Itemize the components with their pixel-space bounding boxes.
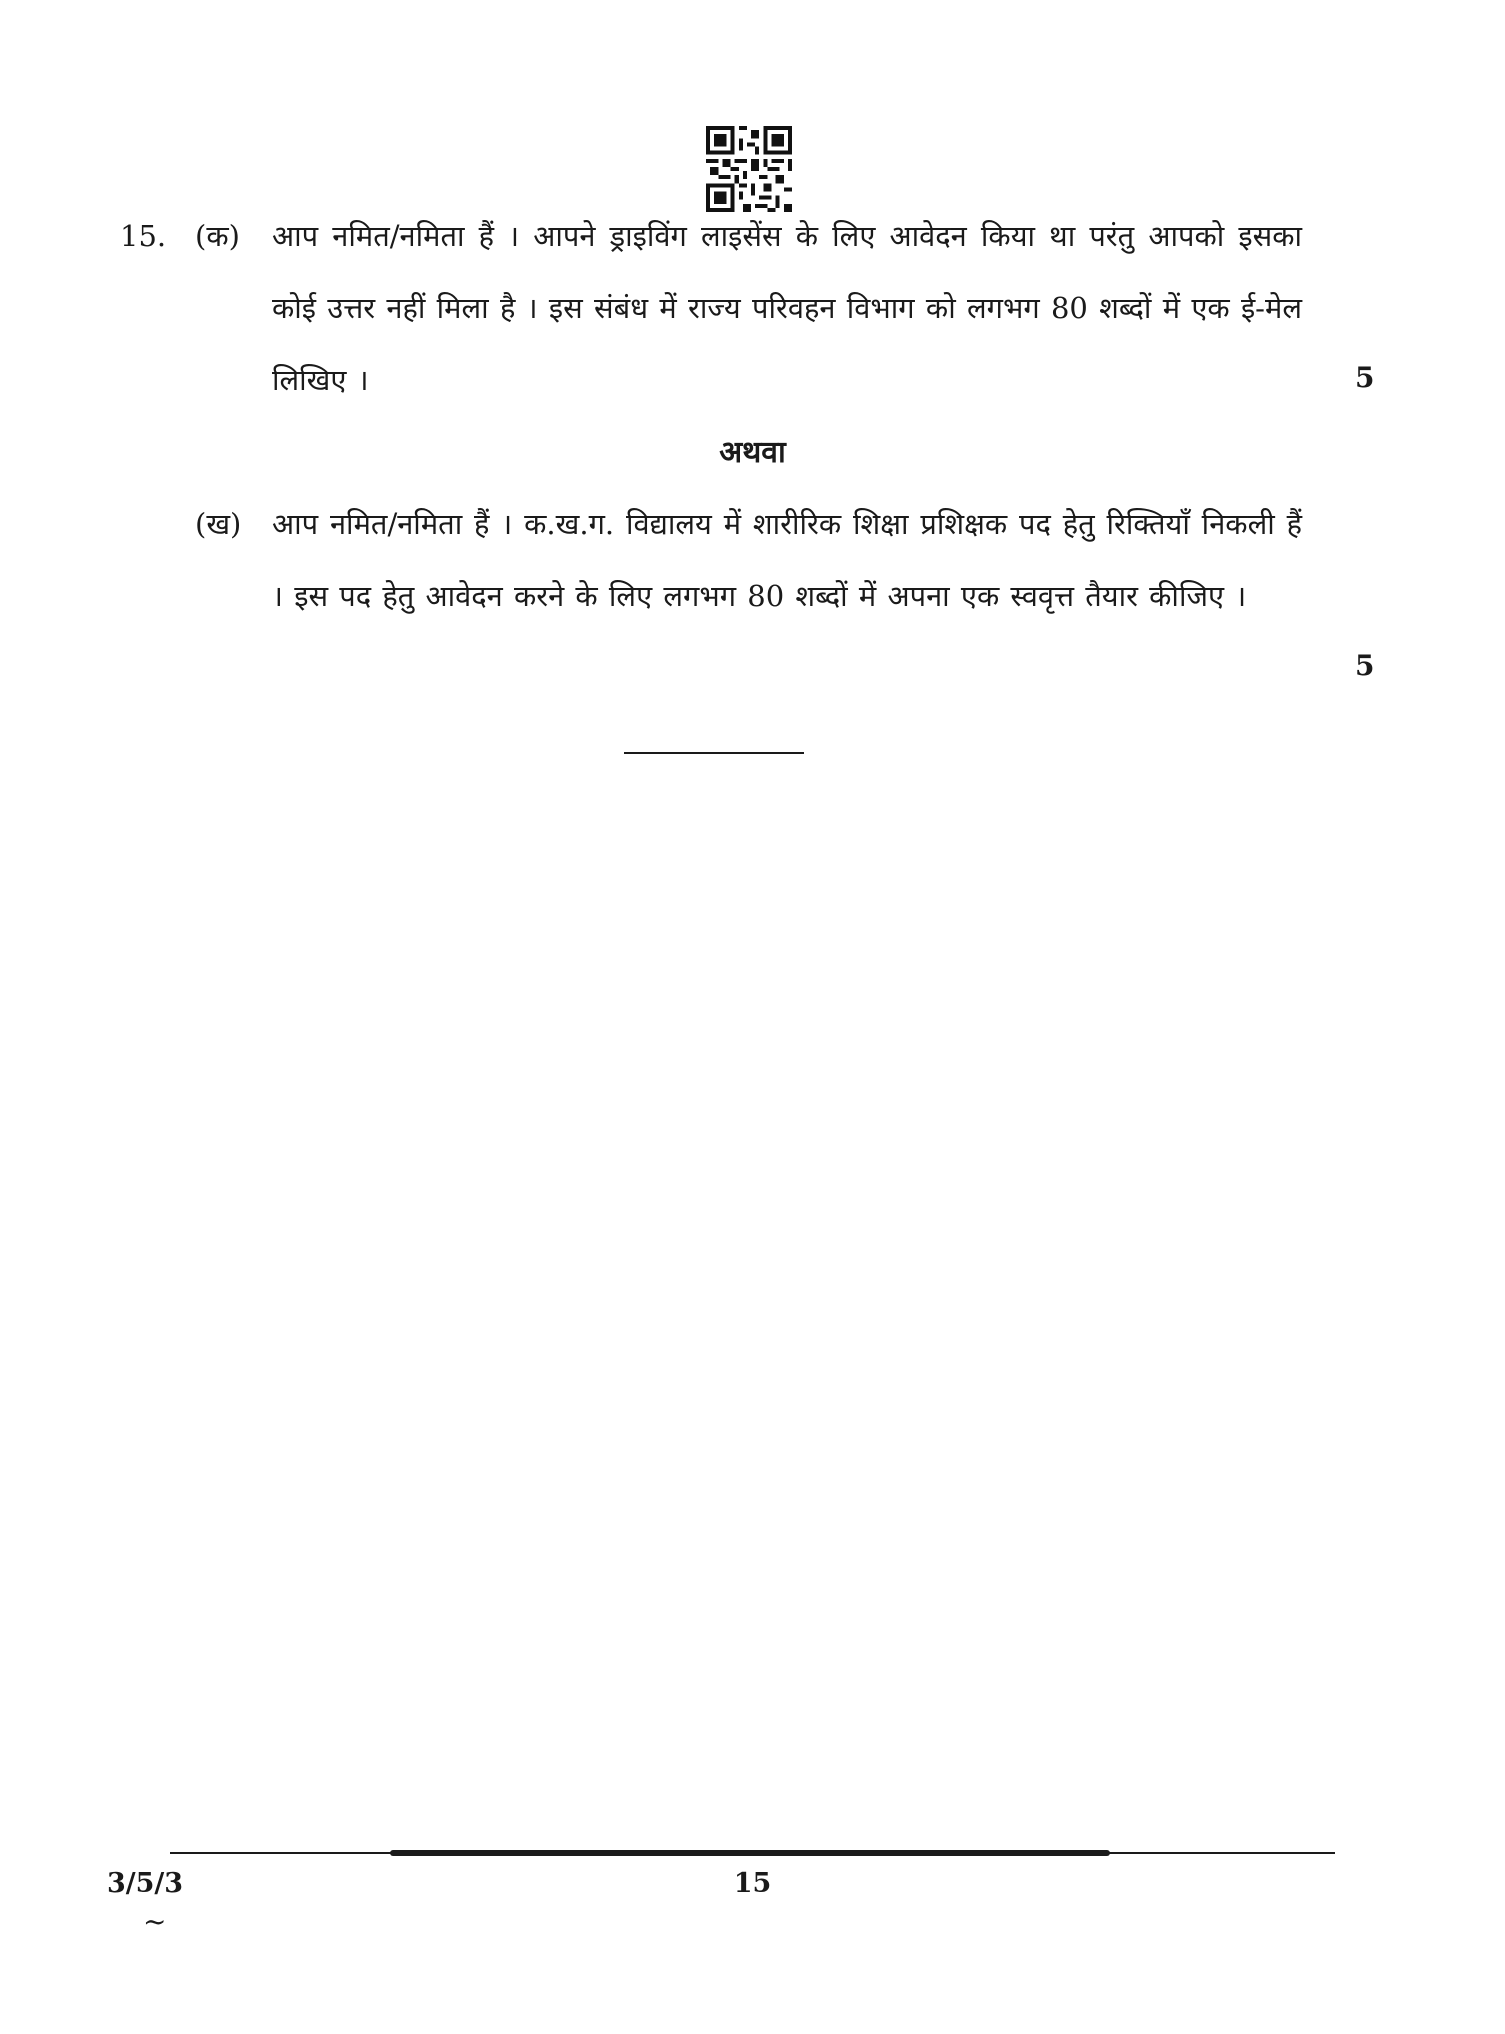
part-a-text: आप नमित/नमिता हैं । आपने ड्राइविंग लाइसेंस के लिए आवेदन किया था परंतु आपको इसका कोई उत्तर नहीं मिला है । इस संबंध में राज्य परिवहन विभाग को लगभग 80 शब्दों में एक ई-मेल लिखिए ।	[272, 219, 1302, 397]
part-b-text: आप नमित/नमिता हैं । क.ख.ग. विद्यालय में शारीरिक शिक्षा प्रशिक्षक पद हेतु रिक्तियाँ निकली हैं । इस पद हेतु आवेदन करने के लिए लगभग 80 शब्दों में अपना एक स्ववृत्त तैयार कीजिए ।	[272, 507, 1302, 613]
part-a-marks: 5	[1355, 361, 1375, 394]
page-number: 15	[733, 1868, 772, 1899]
part-a-label: (क)	[195, 219, 240, 253]
footer-rule-thick	[390, 1850, 1110, 1856]
question-number: 15.	[120, 219, 167, 253]
end-of-question-rule	[624, 752, 804, 754]
part-b-marks: 5	[1355, 649, 1375, 682]
paper-code: 3/5/3	[107, 1868, 184, 1899]
footer-mark: ~	[143, 1905, 167, 1938]
part-b-label: (ख)	[195, 507, 242, 541]
or-divider-text: अथवा	[719, 435, 786, 470]
